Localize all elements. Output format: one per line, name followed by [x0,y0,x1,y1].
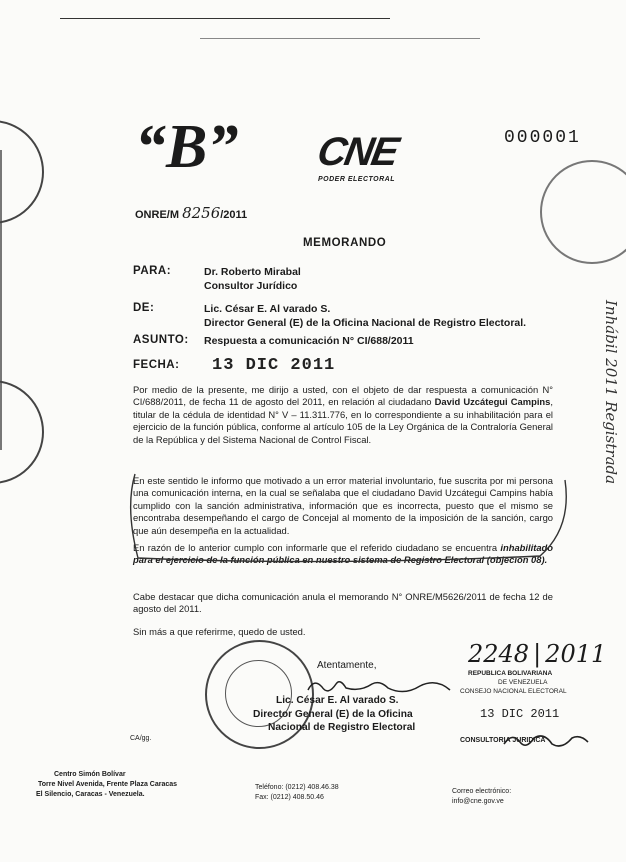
page-title: MEMORANDO [303,237,387,249]
paragraph-5: Sin más a que referirme, quedo de usted. [133,626,306,637]
received-stamp-signature [500,730,590,752]
received-stamp-line3: CONSEJO NACIONAL ELECTORAL [460,688,567,695]
footer-address [38,770,177,800]
paragraph-1-text-a: Por medio de la presente, me dirijo a usted, con el objeto de dar respuesta a comunicación N° CI/688/2011, de fecha 11 de agosto del 2011, en relación al ciudadano [133,384,553,408]
closing: Atentamente, [317,660,377,671]
footer-phone: Teléfono: (0212) 408.46.38 [255,784,339,791]
para-label: PARA: [133,265,172,277]
asunto-label: ASUNTO: [133,334,189,346]
received-stamp [460,640,607,758]
serial-number: 000001 [504,128,581,148]
footer-address-1: Centro Simón Bolívar [54,771,126,778]
signer-name: Lic. César E. Al varado S. [276,695,399,706]
footer-fax: Fax: (0212) 408.50.46 [255,794,324,801]
para-name: Dr. Roberto Mirabal [204,266,301,278]
received-stamp-line4: CONSULTORIA JURIDICA [460,737,546,744]
paragraph-3-text-a: En razón de lo anterior cumplo con informarle que el referido ciudadano se encuentra [133,542,501,553]
initials: CA/gg. [130,735,152,742]
signer-title-1: Director General (E) de la Oficina [253,709,413,720]
paragraph-1-text-b: , titular de la cédula de identidad N° V – 11.311.776, en lo correspondiente a su inhabilitación para el ejercicio de la función pública, conforme al artículo 105 de la Ley Orgánica de la Contraloría General de la República y del Sistema Nacional de Control Fiscal. [133,396,553,445]
cne-logo [314,130,401,183]
ref-handwritten: 8256 [182,204,221,222]
fecha-label: FECHA: [133,359,180,371]
margin-seal-top [0,120,44,224]
received-stamp-line2: DE VENEZUELA [498,679,548,686]
cne-logo-subtitle: PODER ELECTORAL [318,176,395,183]
ref-prefix: ONRE/M [135,209,179,221]
fecha-stamp: 13 DIC 2011 [212,356,336,375]
citizen-name: David Uzcátegui Campins [434,396,551,408]
scan-line-top [60,18,390,19]
footer-email-block [452,787,511,807]
de-label: DE: [133,302,155,314]
footer-contact [255,783,339,803]
scan-line-top-2 [200,38,480,39]
cne-logo-text: CNE [314,130,401,174]
paragraph-3-emphasis: inhabilitado para el ejercicio de la función pública en nuestro sistema de Registro Electoral (objeción 08). [133,542,553,566]
footer-email: info@cne.gov.ve [452,798,504,805]
footer-address-3: El Silencio, Caracas - Venezuela. [36,791,145,798]
received-stamp-number: 2248 | 2011 [468,640,607,668]
margin-seal-middle [0,380,44,484]
handwritten-bracket [120,468,580,568]
asunto-value: Respuesta a comunicación N° CI/688/2011 [204,335,414,347]
paragraph-1 [133,384,553,446]
ref-suffix: /2011 [220,209,248,221]
margin-seal-right [540,160,626,264]
de-role: Director General (E) de la Oficina Nacional de Registro Electoral. [204,317,527,329]
de-name: Lic. César E. Al varado S. [204,303,331,315]
reference-number [135,204,247,222]
paragraph-4: Cabe destacar que dicha comunicación anula el memorando N° ONRE/M5626/2011 de fecha 12 de agosto del 2011. [133,591,553,615]
received-stamp-line1: REPUBLICA BOLIVARIANA [468,670,553,677]
para-role: Consultor Jurídico [204,280,298,292]
paragraph-2: En este sentido le informo que motivado a un error material involuntario, fue suscrita por mi persona una comunicación interna, en la cual se señalaba que el ciudadano David Uzcátegui Campins había cumplido con la sanción administrativa, información que es incorrecta, puesto que el mismo se encontraba desempeñando el cargo de Concejal al momento de la imposición de la sanción, cargo que aún desempeña en la actualidad. [133,475,553,536]
received-stamp-date: 13 DIC 2011 [480,707,560,721]
footer-email-label: Correo electrónico: [452,788,512,795]
margin-handwriting: Inhábil 2011 Registrada [602,300,620,485]
letter-mark: “B” [135,113,239,181]
signer-title-2: Nacional de Registro Electoral [268,722,416,733]
footer-address-2: Torre Nivel Avenida, Frente Plaza Caracas [38,781,178,788]
